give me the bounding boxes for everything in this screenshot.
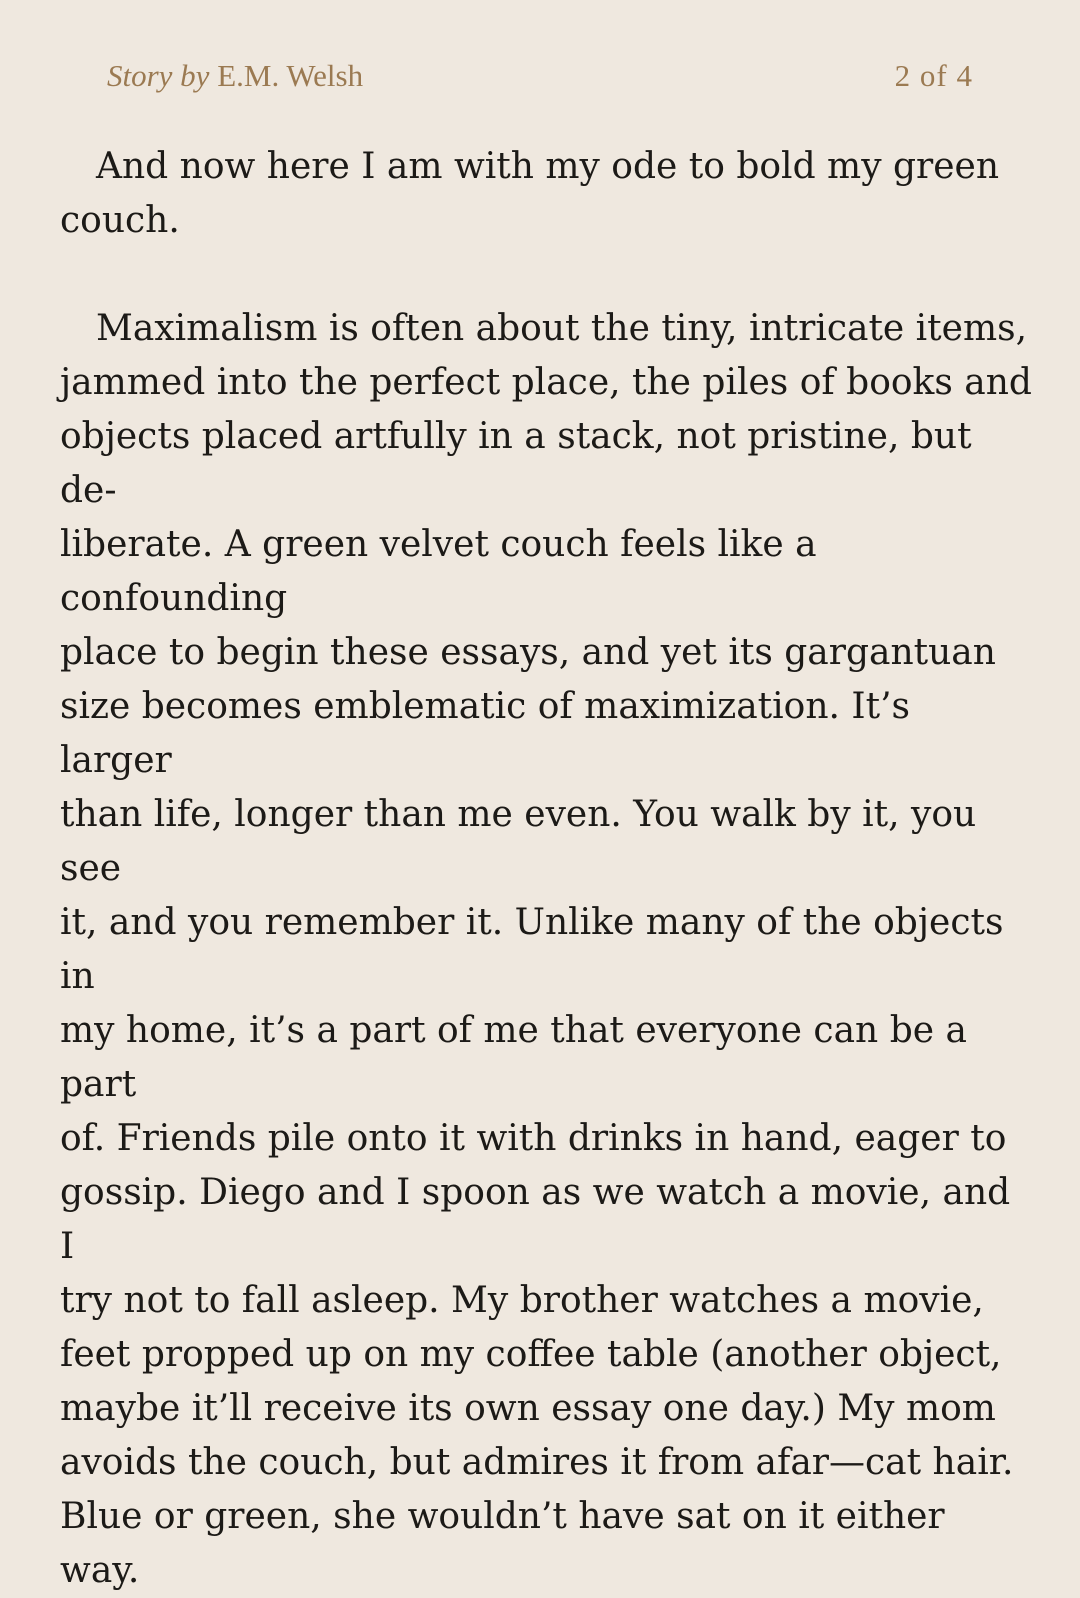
article-body (60, 140, 1032, 1598)
paragraph-main: Maximalism is often about the tiny, intricate items, jammed into the perfect place, the piles of books and objects placed artfully in a stack, not pristine, but de- liberate. A green velvet couch feels like a confounding place to begin these essays, and yet its gargantuan size becomes emblematic of maximization. It’s larger than life, longer than me even. You walk by it, you see it, and you remember it. Unlike many of the objects in my home, it’s a part of me that everyone can be a part of. Friends pile onto it with drinks in hand, eager to gossip. Diego and I spoon as we watch a movie, and I try not to fall asleep. My brother watches a movie, feet propped up on my coffee table (another object, maybe it’ll receive its own essay one day.) My mom avoids the couch, but admires it from afar—cat hair. Blue or green, she wouldn’t have sat on it either way. (60, 308, 1032, 1591)
byline (107, 58, 363, 94)
byline-author: E.M. Welsh (217, 58, 364, 93)
paragraph-intro: And now here I am with my ode to bold my green couch. (60, 146, 1000, 241)
byline-prefix: Story by (107, 58, 210, 93)
page-header (107, 58, 973, 102)
page-indicator: 2 of 4 (894, 58, 973, 93)
